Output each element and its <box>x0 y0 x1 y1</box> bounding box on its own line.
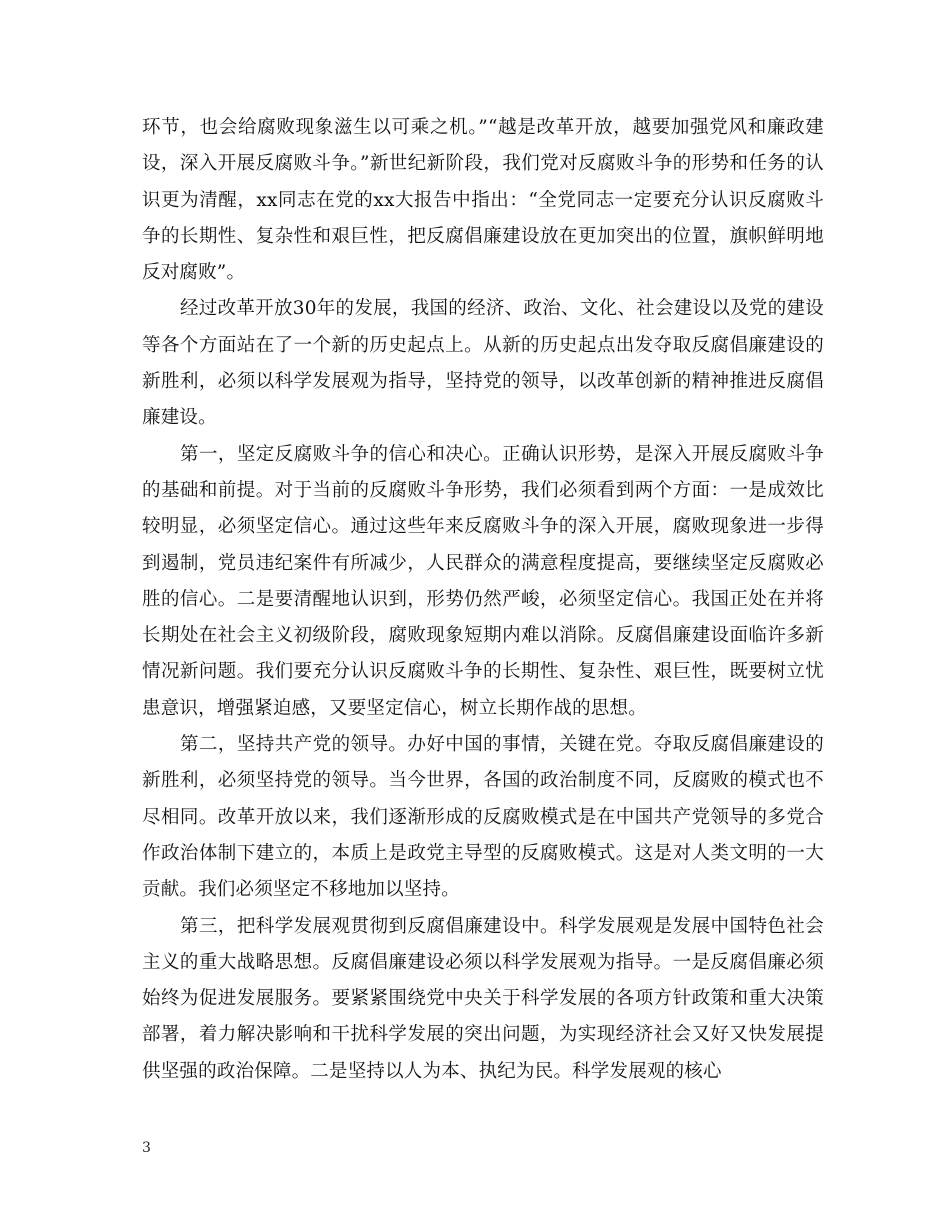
page-number: 3 <box>142 1140 151 1156</box>
paragraph-third-point: 第三，把科学发展观贯彻到反腐倡廉建设中。科学发展观是发展中国特色社会主义的重大战略思想。反腐倡廉建设必须以科学发展观为指导。一是反腐倡廉必须始终为促进发展服务。要紧紧围绕党中央关于科学发展的各项方针政策和重大决策部署，着力解决影响和干扰科学发展的突出问题，为实现经济社会又好又快发展提供坚强的政治保障。二是坚持以人为本、执纪为民。科学发展观的核心 <box>142 915 824 1082</box>
paragraph-reform-development: 经过改革开放30年的发展，我国的经济、政治、文化、社会建设以及党的建设等各个方面站在了一个新的历史起点上。从新的历史起点出发夺取反腐倡廉建设的新胜利，必须以科学发展观为指导，坚持党的领导，以改革创新的精神推进反腐倡廉建设。 <box>142 298 824 429</box>
paragraph-second-point: 第二，坚持共产党的领导。办好中国的事情，关键在党。夺取反腐倡廉建设的新胜利，必须坚持党的领导。当今世界，各国的政治制度不同，反腐败的模式也不尽相同。改革开放以来，我们逐渐形成的反腐败模式是在中国共产党领导的多党合作政治体制下建立的，本质上是政党主导型的反腐败模式。这是对人类文明的一大贡献。我们必须坚定不移地加以坚持。 <box>142 734 824 901</box>
document-body <box>142 110 824 1090</box>
paragraph-first-point: 第一，坚定反腐败斗争的信心和决心。正确认识形势，是深入开展反腐败斗争的基础和前提。对于当前的反腐败斗争形势，我们必须看到两个方面：一是成效比较明显，必须坚定信心。通过这些年来反腐败斗争的深入开展，腐败现象进一步得到遏制，党员违纪案件有所减少，人民群众的满意程度提高，要继续坚定反腐败必胜的信心。二是要清醒地认识到，形势仍然严峻，必须坚定信心。我国正处在并将长期处在社会主义初级阶段，腐败现象短期内难以消除。反腐倡廉建设面临许多新情况新问题。我们要充分认识反腐败斗争的长期性、复杂性、艰巨性，既要树立忧患意识，增强紧迫感，又要坚定信心，树立长期作战的思想。 <box>142 443 824 719</box>
paragraph-continuation: 环节，也会给腐败现象滋生以可乘之机。”“越是改革开放，越要加强党风和廉政建设，深入开展反腐败斗争。”新世纪新阶段，我们党对反腐败斗争的形势和任务的认识更为清醒，xx同志在党的xx大报告中指出：“全党同志一定要充分认识反腐败斗争的长期性、复杂性和艰巨性，把反腐倡廉建设放在更加突出的位置，旗帜鲜明地反对腐败”。 <box>142 117 824 284</box>
